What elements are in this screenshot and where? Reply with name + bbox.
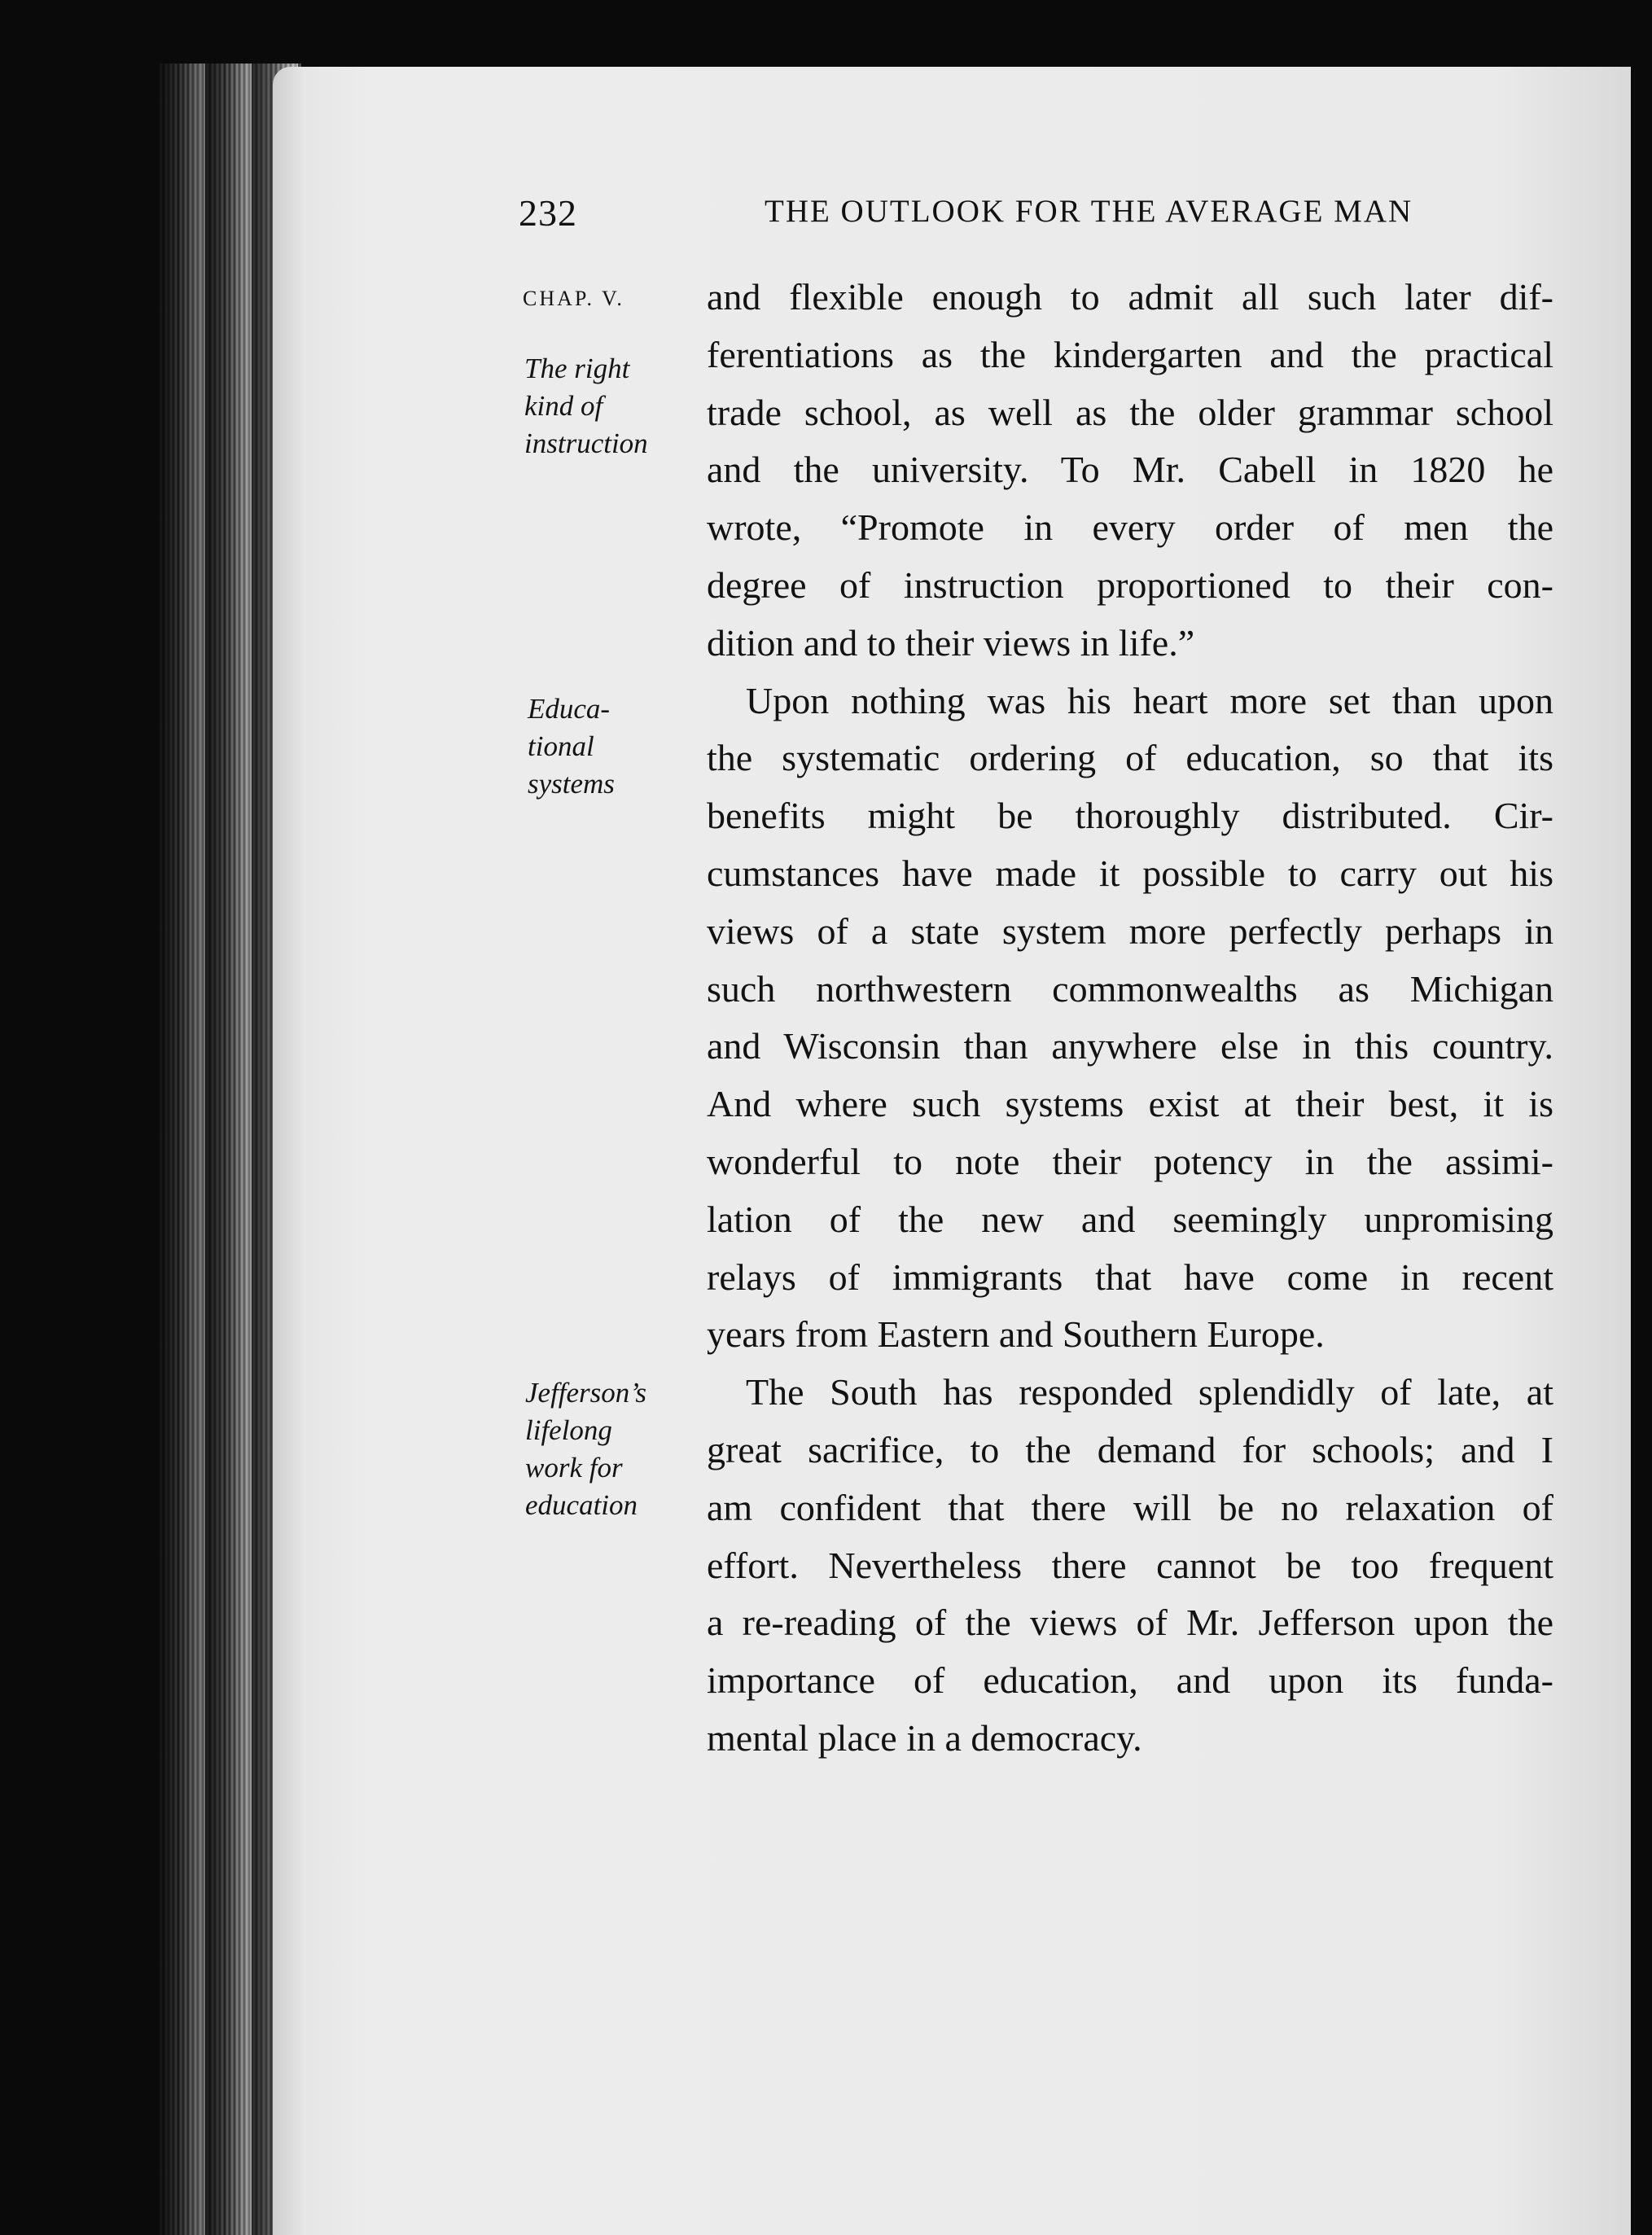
text-line: benefits might be thoroughly distributed. Cir-	[707, 795, 1553, 837]
text-line: cumstances have made it possible to carry out his	[707, 852, 1553, 894]
chapter-label: CHAP. V.	[523, 287, 624, 310]
text-line: effort. Nevertheless there cannot be too frequent	[707, 1544, 1553, 1586]
running-head: THE OUTLOOK FOR THE AVERAGE MAN	[765, 194, 1413, 229]
text-line: lation of the new and seemingly unpromising	[707, 1198, 1553, 1240]
body-text	[707, 269, 1553, 1768]
margin-note-line: Educa-	[528, 693, 611, 725]
margin-note-line: Jefferson’s	[525, 1377, 647, 1409]
text-line: a re-reading of the views of Mr. Jefferson upon the	[707, 1602, 1553, 1644]
text-line: such northwestern commonwealths as Michigan	[707, 967, 1553, 1010]
page-number: 232	[519, 192, 577, 234]
margin-note-line: work for	[525, 1452, 623, 1483]
text-line: dition and to their views in life.”	[707, 621, 1195, 664]
page-header	[519, 191, 1496, 248]
margin-note-line: kind of	[524, 390, 603, 422]
text-line: importance of education, and upon its funda-	[707, 1659, 1553, 1702]
text-line: And where such systems exist at their best, it is	[707, 1083, 1553, 1125]
text-line: mental place in a democracy.	[707, 1716, 1142, 1759]
text-line: and the university. To Mr. Cabell in 1820 he	[707, 449, 1553, 491]
text-line: am confident that there will be no relaxation of	[707, 1486, 1553, 1528]
margin-note-line: lifelong	[525, 1414, 612, 1446]
margin-note-line: education	[525, 1489, 638, 1521]
margin-note	[528, 690, 719, 803]
text-line: trade school, as well as the older grammar school	[707, 391, 1553, 433]
text-line: and Wisconsin than anywhere else in this country.	[707, 1025, 1553, 1067]
margin-note-line: systems	[528, 768, 615, 800]
text-line: degree of instruction proportioned to their con-	[707, 563, 1553, 606]
margin-note	[524, 350, 716, 462]
margin-note-line: The right	[524, 353, 630, 384]
right-border	[1631, 67, 1652, 2235]
text-line: great sacrifice, to the demand for schools; and I	[707, 1428, 1553, 1470]
text-line: ferentiations as the kindergarten and the practical	[707, 333, 1553, 375]
text-line: and flexible enough to admit all such later dif-	[707, 276, 1553, 318]
text-line: The South has responded splendidly of late, at	[746, 1371, 1553, 1413]
text-line: the systematic ordering of education, so that its	[707, 737, 1553, 779]
text-line: wonderful to note their potency in the assimi-	[707, 1140, 1553, 1182]
text-line: wrote, “Promote in every order of men the	[707, 506, 1553, 549]
text-line: relays of immigrants that have come in recent	[707, 1256, 1553, 1298]
text-line: views of a state system more perfectly perhaps in	[707, 909, 1553, 952]
margin-note-line: tional	[528, 730, 594, 762]
text-line: years from Eastern and Southern Europe.	[707, 1313, 1325, 1356]
margin-note-line: instruction	[524, 427, 648, 459]
margin-note	[525, 1374, 716, 1524]
text-line: Upon nothing was his heart more set than upon	[746, 679, 1553, 721]
